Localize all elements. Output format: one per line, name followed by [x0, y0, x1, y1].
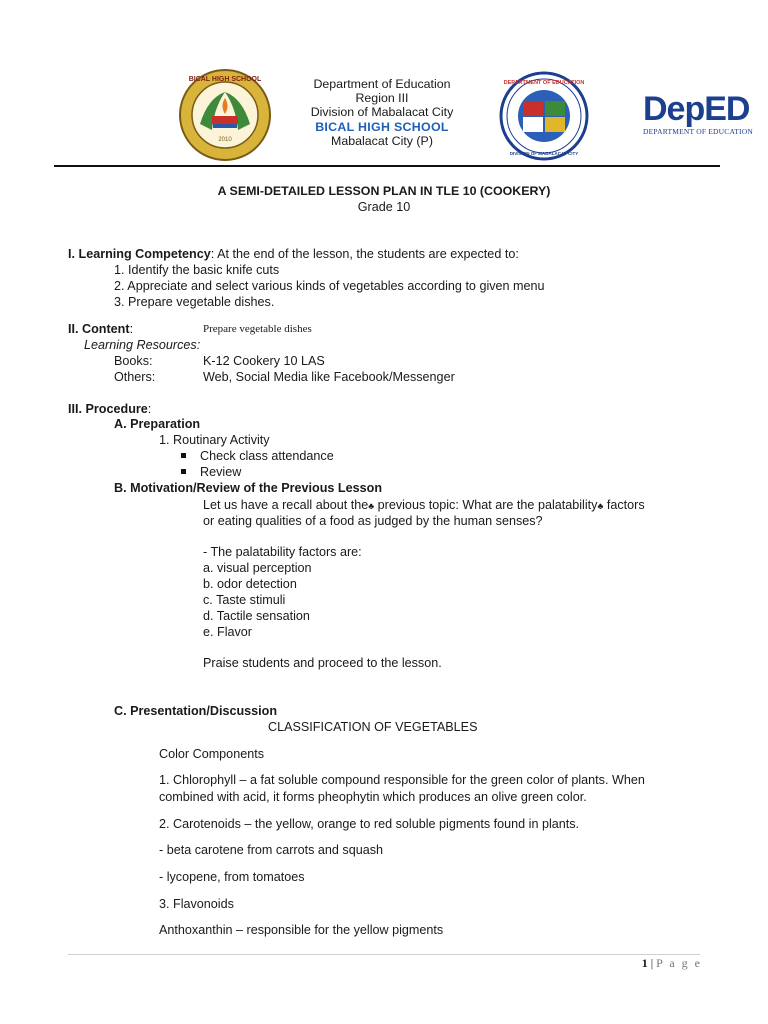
club-symbol-icon: ♣: [597, 501, 604, 511]
club-symbol-icon: ♣: [368, 501, 375, 511]
letterhead-region: Region III: [355, 91, 409, 106]
seal-mid-ring-text: DEPARTMENT OF EDUCATION: [503, 80, 585, 86]
footer-divider: [68, 954, 700, 955]
content-heading: II. Content: [68, 322, 130, 336]
letterhead-department: Department of Education: [313, 77, 451, 91]
bullet-item: [181, 465, 241, 479]
lycopene-line: - lycopene, from tomatoes: [159, 870, 305, 884]
grade-level: Grade 10: [357, 200, 411, 214]
chlorophyll-line: 1. Chlorophyll – a fat soluble compound responsible for the green color of plants. When: [159, 773, 645, 787]
procedure-heading-line: [68, 402, 151, 416]
letterhead-school: BICAL HIGH SCHOOL: [315, 119, 449, 134]
color-components-label: Color Components: [159, 747, 264, 761]
procedure-heading: III. Procedure: [68, 402, 148, 416]
classification-title: CLASSIFICATION OF VEGETABLES: [268, 720, 478, 734]
division-seal: [497, 71, 591, 161]
motivation-text-part: Let us have a recall about the: [203, 498, 369, 512]
letterhead: [292, 77, 472, 148]
books-value: K-12 Cookery 10 LAS: [203, 354, 325, 368]
bullet-icon: [181, 453, 186, 458]
motivation-text-part: previous topic: What are the palatability: [374, 498, 598, 512]
learning-competency-heading: I. Learning Competency: [68, 247, 211, 261]
motivation-text-part: factors: [603, 498, 645, 512]
bullet-text: Check class attendance: [200, 449, 334, 463]
bullet-icon: [181, 469, 186, 474]
motivation-heading: B. Motivation/Review of the Previous Lesson: [114, 481, 383, 495]
anthoxanthin-line: Anthoxanthin – responsible for the yellow pigments: [159, 923, 444, 937]
page-footer: [642, 956, 702, 971]
lesson-plan-title: A SEMI-DETAILED LESSON PLAN IN TLE 10 (COOKERY): [217, 184, 551, 198]
page-number: 1: [641, 956, 648, 970]
seal-year: 2010: [218, 137, 232, 143]
palatability-intro: - The palatability factors are:: [203, 545, 362, 559]
palatability-factor: c. Taste stimuli: [203, 593, 286, 607]
competency-item: 2. Appreciate and select various kinds of vegetables according to given menu: [114, 279, 545, 293]
competency-item: 1. Identify the basic knife cuts: [114, 263, 280, 277]
palatability-factor: e. Flavor: [203, 625, 252, 639]
palatability-factor: a. visual perception: [203, 561, 312, 575]
seal-ring-text: BICAL HIGH SCHOOL: [188, 76, 262, 83]
bical-high-school-seal: [178, 68, 272, 162]
routinary-activity: 1. Routinary Activity: [159, 433, 270, 447]
bullet-text: Review: [200, 465, 242, 479]
praise-text: Praise students and proceed to the lesson.: [203, 656, 442, 670]
header-divider: [54, 165, 720, 167]
procedure-colon: :: [147, 402, 152, 416]
content-heading-line: [68, 322, 133, 336]
carotenoids-line: 2. Carotenoids – the yellow, orange to red soluble pigments found in plants.: [159, 817, 580, 831]
bullet-item: [181, 449, 334, 463]
books-label: Books:: [114, 354, 153, 368]
page-label: P a g e: [656, 956, 702, 970]
motivation-text-line: or eating qualities of a food as judged by the human senses?: [203, 514, 543, 528]
content-colon: :: [129, 322, 134, 336]
competency-item: 3. Prepare vegetable dishes.: [114, 295, 275, 309]
beta-carotene-line: - beta carotene from carrots and squash: [159, 843, 384, 857]
deped-logo-subtext: DEPARTMENT OF EDUCATION: [643, 127, 753, 136]
others-value: Web, Social Media like Facebook/Messenger: [203, 370, 455, 384]
chlorophyll-line: combined with acid, it forms pheophytin which produces an olive green color.: [159, 790, 587, 804]
flavonoids-line: 3. Flavonoids: [159, 897, 234, 911]
motivation-text-line: [203, 498, 645, 512]
letterhead-division: Division of Mabalacat City: [310, 105, 454, 120]
learning-competency: [68, 247, 519, 261]
deped-logo-wordmark: DepED: [643, 90, 750, 128]
content-value: Prepare vegetable dishes: [203, 323, 312, 335]
presentation-heading: C. Presentation/Discussion: [114, 704, 278, 718]
deped-logo: [643, 92, 768, 136]
others-label: Others:: [114, 370, 156, 384]
palatability-factor: d. Tactile sensation: [203, 609, 310, 623]
palatability-factor: b. odor detection: [203, 577, 297, 591]
page-separator: |: [650, 956, 654, 970]
learning-competency-intro: : At the end of the lesson, the students are expected to:: [210, 247, 519, 261]
learning-resources-label: Learning Resources:: [84, 338, 201, 352]
preparation-heading: A. Preparation: [114, 417, 201, 431]
letterhead-city: Mabalacat City (P): [331, 133, 433, 148]
seal-mid-sub-text: DIVISION OF MABALACAT CITY: [509, 151, 579, 156]
